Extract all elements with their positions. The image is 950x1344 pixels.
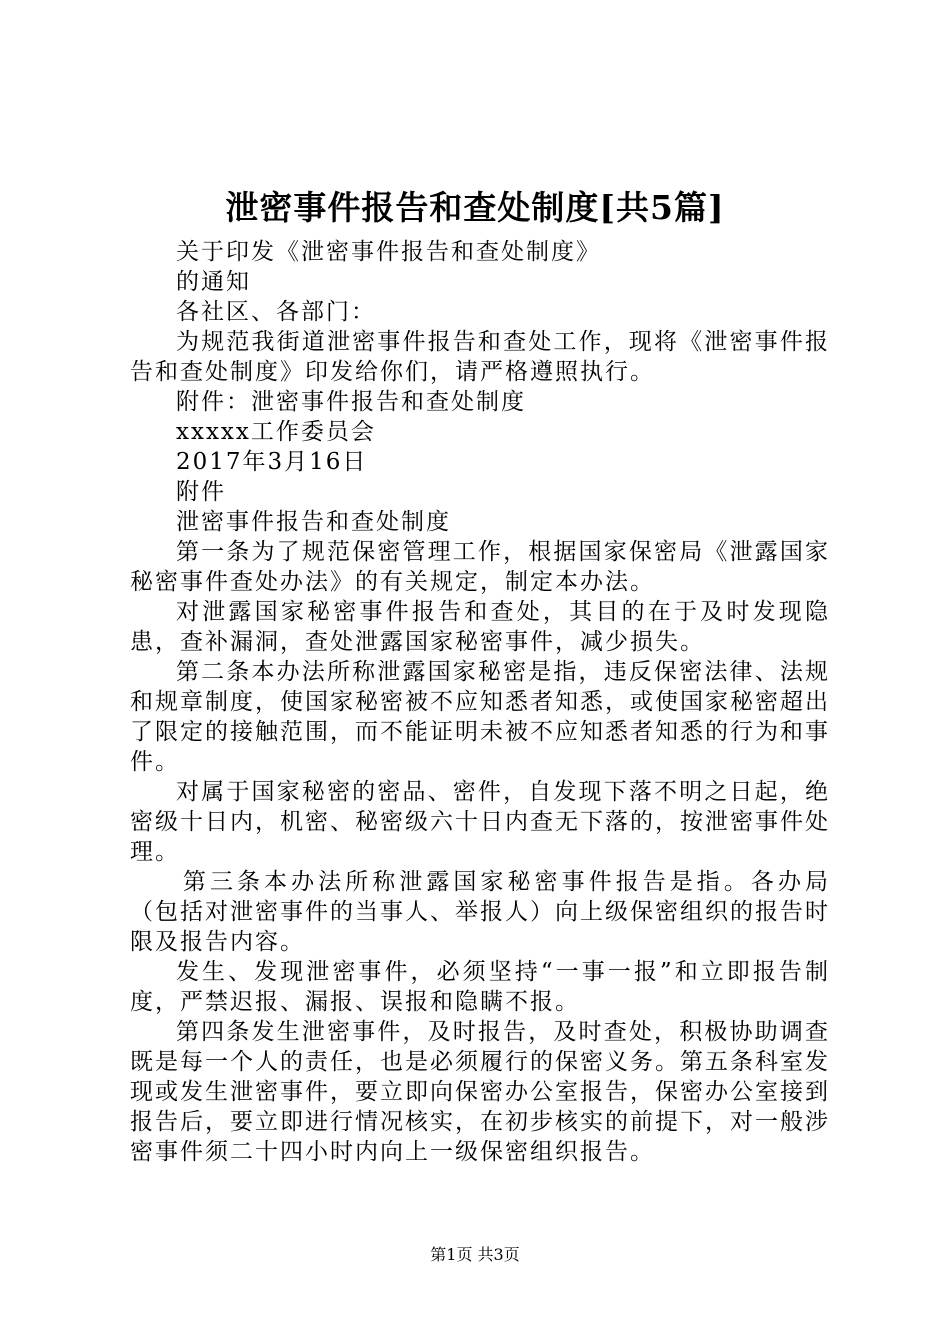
paragraph-regulation-title: 泄密事件报告和查处制度 [176,509,451,535]
paragraph-article-4-5: 第四条发生泄密事件，及时报告，及时查处，积极协助调查既是每一个人的责任，也是必须履行的保密义务。第五条科室发现或发生泄密事件，要立即向保密办公室报告，保密办公室接到报告后，要立即进行情况核实，在初步核实的前提下，对一般涉密事件须二十四小时内向上一级保密组织报告。 [130,1019,830,1165]
paragraph-article-3-rule: 发生、发现泄密事件，必须坚持“一事一报”和立即报告制度，严禁迟报、漏报、误报和隐瞒不报。 [130,959,830,1015]
paragraph-article-3: 第三条本办法所称泄露国家秘密事件报告是指。各办局（包括对泄密事件的当事人、举报人）向上级保密组织的报告时限及报告内容。 [130,869,830,955]
paragraph-date: 2017年3月16日 [176,449,368,475]
document-body [130,237,830,1167]
paragraph-article-1-purpose: 对泄露国家秘密事件报告和查处，其目的在于及时发现隐患，查补漏洞，查处泄露国家秘密事件，减少损失。 [130,599,830,655]
paragraph-notice-body: 为规范我街道泄密事件报告和查处工作，现将《泄密事件报告和查处制度》印发给你们，请严格遵照执行。 [130,329,830,385]
paragraph-issuer: xxxxx工作委员会 [176,419,376,445]
page-footer: 第1页 共3页 [430,1245,520,1264]
paragraph-notice-title-line2: 的通知 [176,269,251,295]
paragraph-article-2-items: 对属于国家秘密的密品、密件，自发现下落不明之日起，绝密级十日内，机密、秘密级六十日内查无下落的，按泄密事件处理。 [130,779,830,865]
paragraph-attachment-label: 附件 [176,479,226,505]
paragraph-article-1: 第一条为了规范保密管理工作，根据国家保密局《泄露国家秘密事件查处办法》的有关规定，制定本办法。 [130,539,830,595]
paragraph-recipients: 各社区、各部门： [176,299,376,325]
paragraph-notice-title-line1: 关于印发《泄密事件报告和查处制度》 [176,239,601,265]
paragraph-article-2: 第二条本办法所称泄露国家秘密是指，违反保密法律、法规和规章制度，使国家秘密被不应知悉者知悉，或使国家秘密超出了限定的接触范围，而不能证明未被不应知悉者知悉的行为和事件。 [130,659,830,775]
paragraph-attachment-note: 附件：泄密事件报告和查处制度 [176,389,526,415]
document-title: 泄密事件报告和查处制度[共5篇] [225,188,725,227]
